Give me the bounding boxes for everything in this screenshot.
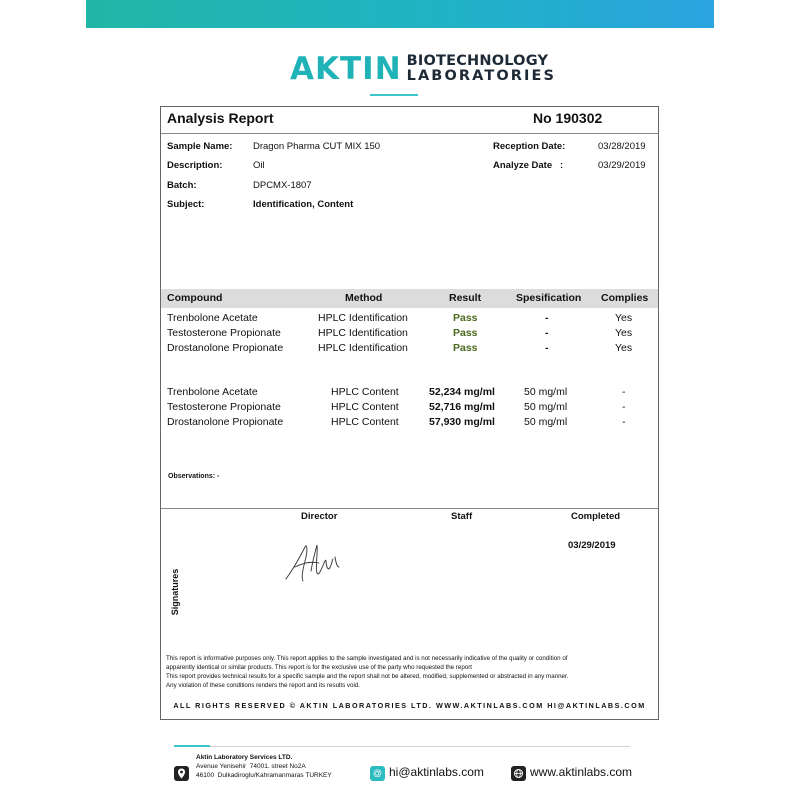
content-row-2-compound: Testosterone Propionate xyxy=(167,401,281,413)
sample-name-label: Sample Name: xyxy=(167,141,233,152)
globe-icon xyxy=(511,766,526,781)
email-at-icon: @ xyxy=(370,766,385,781)
director-signature xyxy=(281,537,351,587)
brand-name: AKTIN xyxy=(290,51,402,87)
content-row-1-method: HPLC Content xyxy=(331,386,399,398)
id-row-3-spec: - xyxy=(545,342,549,354)
disclaimer-line-1: This report is informative purposes only. This report applies to the sample investigated and is not necessarily indicative of the quality or condition of xyxy=(166,655,568,662)
footer-divider xyxy=(210,746,630,747)
id-row-1-result: Pass xyxy=(453,312,478,324)
analyze-date-label: Analyze Date : xyxy=(493,160,564,171)
content-row-2-complies: - xyxy=(622,401,626,413)
brand-line-2: LABORATORIES xyxy=(406,68,557,84)
id-row-2-compound: Testosterone Propionate xyxy=(167,327,281,339)
location-pin-icon xyxy=(174,766,189,781)
id-row-3-result: Pass xyxy=(453,342,478,354)
sample-name-value: Dragon Pharma CUT MIX 150 xyxy=(253,141,381,152)
content-row-3-complies: - xyxy=(622,416,626,428)
id-row-2-spec: - xyxy=(545,327,549,339)
analysis-report xyxy=(160,106,659,720)
footer-company: Aktin Laboratory Services LTD. xyxy=(196,754,293,761)
content-row-1-result: 52,234 mg/ml xyxy=(429,386,495,398)
logo-underline xyxy=(370,94,418,96)
content-row-1-complies: - xyxy=(622,386,626,398)
content-row-3-result: 57,930 mg/ml xyxy=(429,416,495,428)
observations: Observations: - xyxy=(168,473,220,480)
content-row-3-method: HPLC Content xyxy=(331,416,399,428)
batch-value: DPCMX-1807 xyxy=(253,180,312,191)
staff-heading: Staff xyxy=(451,511,473,522)
footer-address-line-1: Avenue Yenisehir 74001. street No2A xyxy=(196,763,306,770)
col-complies: Complies xyxy=(601,292,649,304)
id-row-2-result: Pass xyxy=(453,327,478,339)
footer-email-link[interactable]: hi@aktinlabs.com xyxy=(389,765,484,779)
disclaimer-line-3: This report provides technical results for a specific sample and the report shall not be altered, modified, supplemented or abstracted in any manner. xyxy=(166,673,569,680)
batch-label: Batch: xyxy=(167,180,197,191)
id-row-3-method: HPLC Identification xyxy=(318,342,408,354)
col-specification: Spesification xyxy=(516,292,582,304)
reception-date-value: 03/28/2019 xyxy=(598,141,646,152)
id-row-3-complies: Yes xyxy=(615,342,633,354)
content-row-2-method: HPLC Content xyxy=(331,401,399,413)
director-heading: Director xyxy=(301,511,338,522)
report-title: Analysis Report xyxy=(167,110,274,126)
col-method: Method xyxy=(345,292,383,304)
description-label: Description: xyxy=(167,160,223,171)
content-row-1-compound: Trenbolone Acetate xyxy=(167,386,258,398)
analyze-date-value: 03/29/2019 xyxy=(598,160,646,171)
disclaimer xyxy=(166,654,656,690)
id-row-1-compound: Trenbolone Acetate xyxy=(167,312,258,324)
header-accent-bar xyxy=(86,0,714,28)
id-row-2-complies: Yes xyxy=(615,327,633,339)
col-compound: Compound xyxy=(167,292,223,304)
reception-date-label: Reception Date: xyxy=(493,141,566,152)
results-table-header xyxy=(161,289,658,308)
completed-date: 03/29/2019 xyxy=(568,540,616,551)
signature-divider xyxy=(161,508,658,509)
rights-reserved: ALL RIGHTS RESERVED © AKTIN LABORATORIES LTD. WWW.AKTINLABS.COM HI@AKTINLABS.COM xyxy=(173,701,646,710)
id-row-1-spec: - xyxy=(545,312,549,324)
disclaimer-line-4: Any violation of these conditions renders the report and its results void. xyxy=(166,682,360,689)
signatures-label: Signatures xyxy=(170,568,180,616)
subject-value: Identification, Content xyxy=(253,199,354,210)
id-row-1-complies: Yes xyxy=(615,312,633,324)
brand-logo xyxy=(290,52,556,86)
report-number: No 190302 xyxy=(533,110,603,126)
footer-website-link[interactable]: www.aktinlabs.com xyxy=(530,765,633,779)
id-row-1-method: HPLC Identification xyxy=(318,312,408,324)
footer-address xyxy=(196,763,332,780)
id-row-3-compound: Drostanolone Propionate xyxy=(167,342,284,354)
footer-accent xyxy=(174,745,210,747)
footer-address-line-2: 46100 Dulkadiroglu/Kahramanmaras TURKEY xyxy=(196,771,332,779)
content-row-2-spec: 50 mg/ml xyxy=(524,401,568,413)
content-row-2-result: 52,716 mg/ml xyxy=(429,401,495,413)
id-row-2-method: HPLC Identification xyxy=(318,327,408,339)
brand-line-1: BIOTECHNOLOGY xyxy=(406,53,549,69)
content-row-3-compound: Drostanolone Propionate xyxy=(167,416,284,428)
disclaimer-line-2: apparently identical or similar products. This report is for the exclusive use of the party who requested the report xyxy=(166,664,472,671)
col-result: Result xyxy=(449,292,482,304)
content-row-1-spec: 50 mg/ml xyxy=(524,386,568,398)
content-row-3-spec: 50 mg/ml xyxy=(524,416,568,428)
subject-label: Subject: xyxy=(167,199,205,210)
header-divider xyxy=(161,133,658,134)
description-value: Oil xyxy=(253,160,265,171)
completed-heading: Completed xyxy=(571,511,621,522)
